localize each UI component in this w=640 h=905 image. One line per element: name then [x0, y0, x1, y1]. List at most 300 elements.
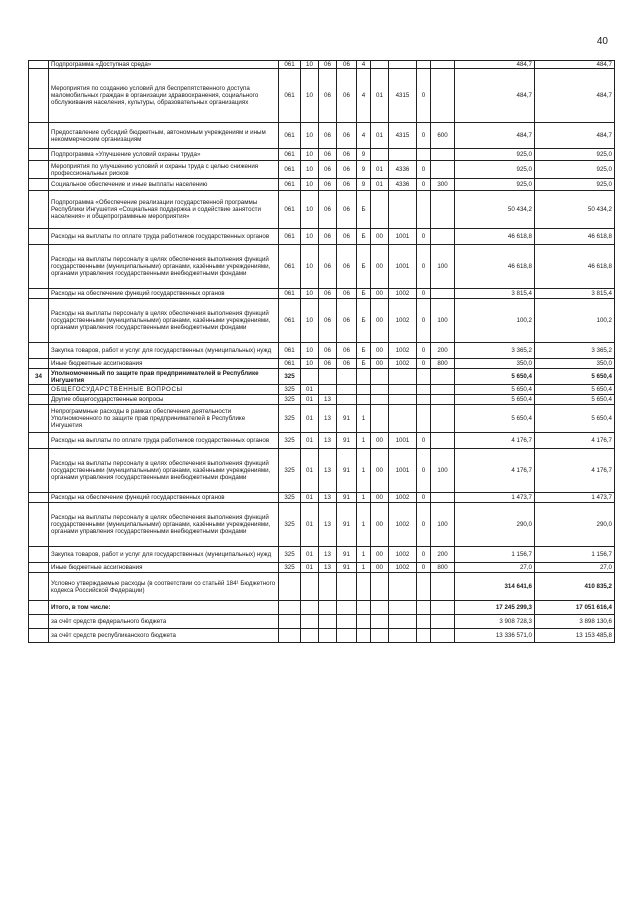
code-expense: 1002 — [389, 299, 417, 343]
code-ministry: 061 — [279, 229, 301, 245]
row-number — [29, 123, 49, 149]
code-extra: 0 — [417, 547, 431, 563]
code-subsection: 13 — [319, 503, 337, 547]
code-subsection — [319, 615, 337, 629]
code-direction: 00 — [371, 245, 389, 289]
code-expense: 4336 — [389, 179, 417, 191]
code-subprogram — [357, 573, 371, 601]
table-row — [29, 601, 615, 615]
code-ministry: 325 — [279, 449, 301, 493]
row-name: Расходы на выплаты персоналу в целях обеспечения выполнения функций государственными (муниципальными) органами, казёнными учреждениями, органами управления государственными внебюджетными фондами — [49, 299, 279, 343]
value-year-2: 46 618,8 — [535, 245, 615, 289]
row-number: 34 — [29, 369, 49, 385]
code-subsection: 06 — [319, 229, 337, 245]
code-direction — [371, 61, 389, 69]
code-ministry: 325 — [279, 493, 301, 503]
row-name: Расходы на выплаты по оплате труда работников государственных органов — [49, 229, 279, 245]
code-program — [337, 369, 357, 385]
code-subprogram: 1 — [357, 503, 371, 547]
value-year-1: 3 908 728,3 — [455, 615, 535, 629]
code-type — [431, 573, 455, 601]
code-extra — [417, 573, 431, 601]
code-program — [337, 615, 357, 629]
code-direction: 00 — [371, 433, 389, 449]
row-name: Мероприятия по созданию условий для беспрепятственного доступа маломобильных граждан в организации здравоохранения, социального обслуживания населения, культуры, образовательных организациях — [49, 69, 279, 123]
value-year-2: 484,7 — [535, 69, 615, 123]
code-direction — [371, 615, 389, 629]
code-extra: 0 — [417, 563, 431, 573]
code-subprogram: Б — [357, 299, 371, 343]
code-extra: 0 — [417, 179, 431, 191]
value-year-1: 4 176,7 — [455, 449, 535, 493]
code-expense: 4336 — [389, 161, 417, 179]
code-section: 10 — [301, 61, 319, 69]
code-extra: 0 — [417, 123, 431, 149]
code-direction: 01 — [371, 161, 389, 179]
row-number — [29, 405, 49, 433]
code-subsection: 13 — [319, 547, 337, 563]
row-name: за счёт средств федерального бюджета — [49, 615, 279, 629]
code-expense: 4315 — [389, 69, 417, 123]
value-year-2: 5 650,4 — [535, 395, 615, 405]
code-program: 06 — [337, 191, 357, 229]
value-year-2: 350,0 — [535, 359, 615, 369]
code-direction — [371, 405, 389, 433]
value-year-2: 290,0 — [535, 503, 615, 547]
code-subsection: 13 — [319, 449, 337, 493]
code-subprogram: 1 — [357, 547, 371, 563]
code-direction — [371, 573, 389, 601]
page-number: 40 — [596, 36, 608, 47]
table-row — [29, 69, 615, 123]
code-subsection: 06 — [319, 179, 337, 191]
row-number — [29, 573, 49, 601]
code-expense — [389, 191, 417, 229]
code-direction — [371, 369, 389, 385]
code-section — [301, 629, 319, 643]
code-extra: 0 — [417, 359, 431, 369]
code-ministry: 325 — [279, 385, 301, 395]
row-name: Итого, в том числе: — [49, 601, 279, 615]
code-type: 100 — [431, 449, 455, 493]
code-type — [431, 61, 455, 69]
row-number — [29, 359, 49, 369]
code-expense: 1001 — [389, 245, 417, 289]
value-year-1: 290,0 — [455, 503, 535, 547]
value-year-2: 1 473,7 — [535, 493, 615, 503]
code-program — [337, 385, 357, 395]
code-type — [431, 493, 455, 503]
code-subprogram — [357, 601, 371, 615]
value-year-2: 27,0 — [535, 563, 615, 573]
code-subprogram: 9 — [357, 161, 371, 179]
code-type — [431, 615, 455, 629]
code-subprogram: 4 — [357, 61, 371, 69]
code-subprogram: Б — [357, 289, 371, 299]
value-year-2: 410 835,2 — [535, 573, 615, 601]
code-type — [431, 385, 455, 395]
table-row — [29, 191, 615, 229]
row-number — [29, 191, 49, 229]
code-program — [337, 601, 357, 615]
row-number — [29, 385, 49, 395]
value-year-2: 3 815,4 — [535, 289, 615, 299]
code-type: 800 — [431, 563, 455, 573]
code-expense: 1002 — [389, 289, 417, 299]
code-subprogram — [357, 615, 371, 629]
row-name: Закупка товаров, работ и услуг для государственных (муниципальных) нужд — [49, 343, 279, 359]
code-type: 100 — [431, 245, 455, 289]
row-number — [29, 615, 49, 629]
value-year-1: 27,0 — [455, 563, 535, 573]
table-row — [29, 449, 615, 493]
value-year-2: 484,7 — [535, 123, 615, 149]
value-year-1: 4 176,7 — [455, 433, 535, 449]
code-section: 10 — [301, 289, 319, 299]
value-year-2: 13 153 485,8 — [535, 629, 615, 643]
code-ministry — [279, 629, 301, 643]
code-subsection — [319, 385, 337, 395]
code-subsection — [319, 369, 337, 385]
value-year-2: 1 156,7 — [535, 547, 615, 563]
code-subprogram: Б — [357, 245, 371, 289]
code-subsection: 06 — [319, 245, 337, 289]
code-section: 01 — [301, 547, 319, 563]
code-program: 91 — [337, 405, 357, 433]
code-direction: 00 — [371, 563, 389, 573]
table-row — [29, 149, 615, 161]
code-program: 91 — [337, 503, 357, 547]
code-extra: 0 — [417, 503, 431, 547]
code-expense — [389, 601, 417, 615]
code-section: 01 — [301, 433, 319, 449]
code-extra: 0 — [417, 493, 431, 503]
value-year-1: 484,7 — [455, 69, 535, 123]
code-section: 10 — [301, 179, 319, 191]
code-type — [431, 601, 455, 615]
code-section: 10 — [301, 359, 319, 369]
code-type: 800 — [431, 359, 455, 369]
code-subprogram: Б — [357, 191, 371, 229]
code-type — [431, 395, 455, 405]
code-expense — [389, 629, 417, 643]
value-year-1: 484,7 — [455, 61, 535, 69]
code-section: 01 — [301, 395, 319, 405]
value-year-2: 5 650,4 — [535, 385, 615, 395]
code-subprogram: 1 — [357, 449, 371, 493]
code-direction: 01 — [371, 69, 389, 123]
row-name: за счёт средств республиканского бюджета — [49, 629, 279, 643]
code-expense: 1002 — [389, 359, 417, 369]
table-row — [29, 615, 615, 629]
code-program: 06 — [337, 343, 357, 359]
code-program: 06 — [337, 179, 357, 191]
code-subsection: 06 — [319, 359, 337, 369]
code-direction: 00 — [371, 229, 389, 245]
value-year-2: 484,7 — [535, 61, 615, 69]
value-year-1: 1 473,7 — [455, 493, 535, 503]
value-year-1: 13 336 571,0 — [455, 629, 535, 643]
code-type — [431, 149, 455, 161]
code-section: 01 — [301, 405, 319, 433]
code-ministry: 061 — [279, 123, 301, 149]
code-ministry: 061 — [279, 359, 301, 369]
row-name: Расходы на выплаты персоналу в целях обеспечения выполнения функций государственными (муниципальными) органами, казёнными учреждениями, органами управления государственными внебюджетными фондами — [49, 449, 279, 493]
value-year-2: 5 650,4 — [535, 369, 615, 385]
code-subprogram: 4 — [357, 69, 371, 123]
code-section: 10 — [301, 69, 319, 123]
code-subprogram: Б — [357, 343, 371, 359]
code-ministry: 325 — [279, 369, 301, 385]
value-year-2: 100,2 — [535, 299, 615, 343]
code-type — [431, 191, 455, 229]
code-type — [431, 229, 455, 245]
code-subsection: 13 — [319, 433, 337, 449]
value-year-1: 100,2 — [455, 299, 535, 343]
value-year-1: 1 156,7 — [455, 547, 535, 563]
code-extra: 0 — [417, 161, 431, 179]
value-year-1: 5 650,4 — [455, 369, 535, 385]
code-ministry: 061 — [279, 343, 301, 359]
table-row — [29, 179, 615, 191]
code-subsection: 06 — [319, 61, 337, 69]
value-year-2: 925,0 — [535, 179, 615, 191]
code-expense — [389, 369, 417, 385]
code-subsection: 13 — [319, 405, 337, 433]
table-row — [29, 343, 615, 359]
table-row — [29, 503, 615, 547]
value-year-2: 3 365,2 — [535, 343, 615, 359]
code-subsection: 06 — [319, 69, 337, 123]
value-year-1: 5 650,4 — [455, 395, 535, 405]
row-name: Непрограммные расходы в рамках обеспечения деятельности Уполномоченного по защите прав предпринимателей в Республике Ингушетия — [49, 405, 279, 433]
code-type: 300 — [431, 179, 455, 191]
code-type: 600 — [431, 123, 455, 149]
code-subprogram: Б — [357, 359, 371, 369]
code-section: 01 — [301, 449, 319, 493]
code-subprogram: 9 — [357, 149, 371, 161]
code-direction — [371, 629, 389, 643]
code-program: 06 — [337, 299, 357, 343]
code-ministry: 061 — [279, 161, 301, 179]
code-subsection: 06 — [319, 149, 337, 161]
value-year-1: 3 365,2 — [455, 343, 535, 359]
code-type — [431, 405, 455, 433]
code-program — [337, 629, 357, 643]
value-year-2: 5 650,4 — [535, 405, 615, 433]
code-type: 200 — [431, 343, 455, 359]
value-year-1: 5 650,4 — [455, 385, 535, 395]
code-extra — [417, 405, 431, 433]
code-type — [431, 69, 455, 123]
code-expense — [389, 395, 417, 405]
code-program: 06 — [337, 229, 357, 245]
code-ministry: 325 — [279, 563, 301, 573]
row-name: Расходы на обеспечение функций государственных органов — [49, 493, 279, 503]
code-program: 06 — [337, 359, 357, 369]
code-program — [337, 573, 357, 601]
code-direction — [371, 191, 389, 229]
code-extra — [417, 149, 431, 161]
value-year-2: 925,0 — [535, 149, 615, 161]
code-section — [301, 573, 319, 601]
code-extra — [417, 615, 431, 629]
code-subsection: 06 — [319, 191, 337, 229]
code-program: 06 — [337, 69, 357, 123]
code-program: 91 — [337, 433, 357, 449]
code-section: 01 — [301, 563, 319, 573]
code-extra: 0 — [417, 289, 431, 299]
code-section: 10 — [301, 191, 319, 229]
code-subsection: 06 — [319, 289, 337, 299]
code-subprogram: 4 — [357, 123, 371, 149]
code-subprogram — [357, 369, 371, 385]
code-program: 91 — [337, 449, 357, 493]
value-year-1: 314 641,6 — [455, 573, 535, 601]
code-extra — [417, 369, 431, 385]
code-subprogram: 1 — [357, 563, 371, 573]
value-year-1: 484,7 — [455, 123, 535, 149]
row-name: Предоставление субсидий бюджетным, автономным учреждениям и иным некоммерческим организациям — [49, 123, 279, 149]
code-subprogram — [357, 395, 371, 405]
code-direction: 00 — [371, 343, 389, 359]
code-extra: 0 — [417, 343, 431, 359]
code-ministry: 325 — [279, 405, 301, 433]
row-number — [29, 61, 49, 69]
code-subsection — [319, 629, 337, 643]
code-expense: 1002 — [389, 563, 417, 573]
code-expense — [389, 385, 417, 395]
code-extra: 0 — [417, 69, 431, 123]
code-extra: 0 — [417, 433, 431, 449]
value-year-1: 46 618,8 — [455, 245, 535, 289]
code-program: 91 — [337, 547, 357, 563]
code-program: 91 — [337, 493, 357, 503]
code-extra: 0 — [417, 245, 431, 289]
code-direction: 00 — [371, 359, 389, 369]
code-subsection: 06 — [319, 343, 337, 359]
row-number — [29, 229, 49, 245]
code-direction: 00 — [371, 299, 389, 343]
code-ministry: 325 — [279, 395, 301, 405]
value-year-1: 46 618,8 — [455, 229, 535, 245]
code-section: 10 — [301, 245, 319, 289]
row-name: Условно утверждаемые расходы (в соответствии со статьёй 184¹ Бюджетного кодекса Российской Федерации) — [49, 573, 279, 601]
code-direction: 01 — [371, 123, 389, 149]
code-section: 10 — [301, 123, 319, 149]
value-year-2: 3 898 130,6 — [535, 615, 615, 629]
row-number — [29, 433, 49, 449]
table-row — [29, 161, 615, 179]
table-row — [29, 547, 615, 563]
row-number — [29, 449, 49, 493]
code-program — [337, 395, 357, 405]
code-extra — [417, 385, 431, 395]
code-section: 01 — [301, 493, 319, 503]
row-name: Социальное обеспечение и иные выплаты населению — [49, 179, 279, 191]
row-name: Закупка товаров, работ и услуг для государственных (муниципальных) нужд — [49, 547, 279, 563]
value-year-2: 4 176,7 — [535, 449, 615, 493]
value-year-1: 50 434,2 — [455, 191, 535, 229]
code-section: 10 — [301, 299, 319, 343]
code-program: 06 — [337, 61, 357, 69]
code-subsection: 06 — [319, 161, 337, 179]
row-number — [29, 289, 49, 299]
code-expense: 4315 — [389, 123, 417, 149]
code-expense: 1001 — [389, 449, 417, 493]
code-direction: 00 — [371, 503, 389, 547]
code-extra: 0 — [417, 449, 431, 493]
table-row — [29, 573, 615, 601]
value-year-1: 925,0 — [455, 161, 535, 179]
row-name: Иные бюджетные ассигнования — [49, 359, 279, 369]
table-row — [29, 369, 615, 385]
code-expense: 1002 — [389, 547, 417, 563]
code-type: 200 — [431, 547, 455, 563]
code-type — [431, 161, 455, 179]
code-section — [301, 615, 319, 629]
code-direction — [371, 395, 389, 405]
code-subprogram — [357, 629, 371, 643]
code-ministry: 061 — [279, 179, 301, 191]
table-row — [29, 629, 615, 643]
code-direction — [371, 601, 389, 615]
value-year-1: 925,0 — [455, 179, 535, 191]
code-ministry: 325 — [279, 547, 301, 563]
code-subprogram: 1 — [357, 433, 371, 449]
table-row — [29, 433, 615, 449]
code-type — [431, 289, 455, 299]
code-ministry: 061 — [279, 61, 301, 69]
code-expense: 1002 — [389, 343, 417, 359]
code-direction: 00 — [371, 289, 389, 299]
value-year-1: 3 815,4 — [455, 289, 535, 299]
row-name: Расходы на выплаты персоналу в целях обеспечения выполнения функций государственными (муниципальными) органами, казёнными учреждениями, органами управления государственными внебюджетными фондами — [49, 503, 279, 547]
code-subsection: 06 — [319, 299, 337, 343]
value-year-2: 925,0 — [535, 161, 615, 179]
code-subsection: 13 — [319, 395, 337, 405]
code-subprogram: 9 — [357, 179, 371, 191]
table-row — [29, 229, 615, 245]
code-expense: 1001 — [389, 433, 417, 449]
code-section: 01 — [301, 385, 319, 395]
code-extra — [417, 395, 431, 405]
table-row — [29, 359, 615, 369]
code-direction: 00 — [371, 449, 389, 493]
row-number — [29, 299, 49, 343]
value-year-1: 350,0 — [455, 359, 535, 369]
code-type: 100 — [431, 503, 455, 547]
row-number — [29, 563, 49, 573]
table-row — [29, 123, 615, 149]
code-expense — [389, 573, 417, 601]
row-name: Мероприятия по улучшению условий и охраны труда с целью снижения профессиональных рисков — [49, 161, 279, 179]
code-program: 06 — [337, 123, 357, 149]
code-extra — [417, 601, 431, 615]
code-direction: 00 — [371, 547, 389, 563]
row-number — [29, 179, 49, 191]
code-expense — [389, 405, 417, 433]
table-row — [29, 289, 615, 299]
row-name: Иные бюджетные ассигнования — [49, 563, 279, 573]
code-expense — [389, 149, 417, 161]
value-year-1: 5 650,4 — [455, 405, 535, 433]
row-number — [29, 503, 49, 547]
code-subsection: 13 — [319, 493, 337, 503]
code-program: 06 — [337, 245, 357, 289]
code-ministry: 061 — [279, 191, 301, 229]
row-name: Расходы на выплаты по оплате труда работников государственных органов — [49, 433, 279, 449]
